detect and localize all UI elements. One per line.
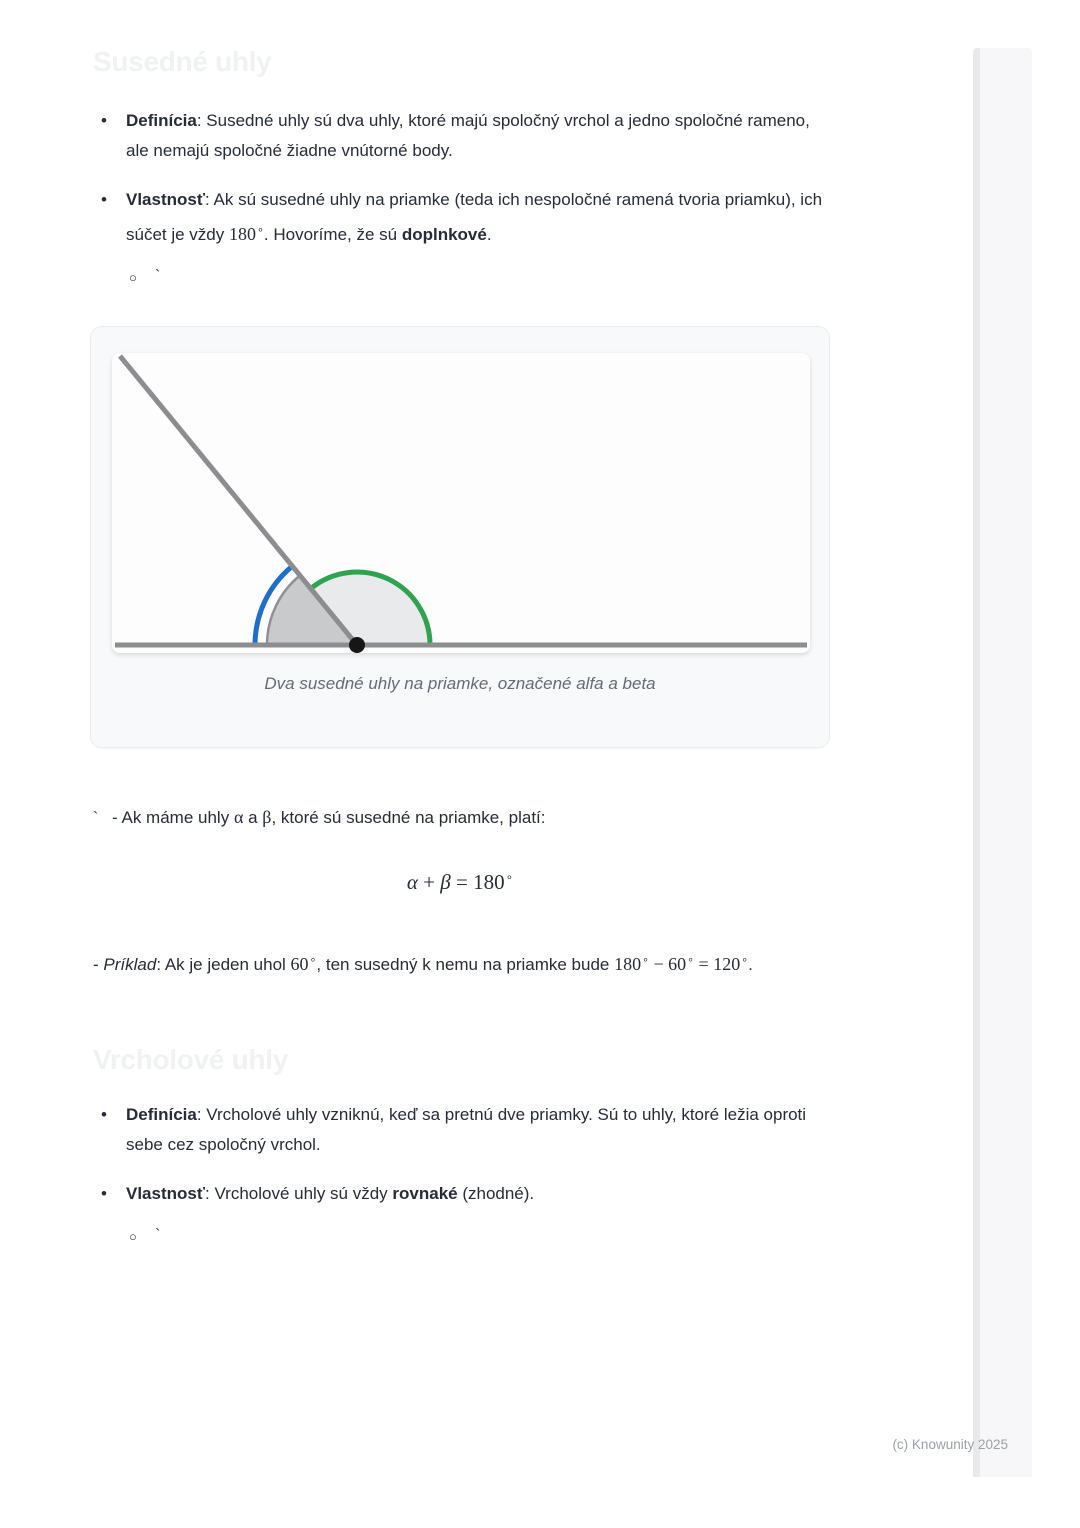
math-60: 60∘ xyxy=(290,954,317,974)
statement-tail: , ktoré sú susedné na priamke, platí: xyxy=(271,808,546,827)
angle-diagram xyxy=(112,353,810,653)
equals-sign: = xyxy=(450,870,474,894)
example-period: . xyxy=(748,955,753,974)
bullet-dot-icon: • xyxy=(101,1105,107,1124)
degree-symbol: ∘ xyxy=(257,224,264,236)
hollow-circle-bullet-icon: ○ xyxy=(129,1229,137,1244)
bullet-dot-icon: • xyxy=(101,111,107,130)
vertex-dot xyxy=(349,637,365,653)
hollow-circle-bullet-icon: ○ xyxy=(129,270,137,285)
property-text-1: : Vrcholové uhly sú vždy xyxy=(205,1184,393,1203)
property-text-2: (zhodné). xyxy=(457,1184,535,1203)
statement-conj: a xyxy=(243,808,263,827)
bullet-dot-icon: • xyxy=(101,1184,107,1203)
definition-bullet xyxy=(93,106,827,166)
angle-ray xyxy=(120,356,357,645)
definition-text: : Susedné uhly sú dva uhly, ktoré majú spoločný vrchol a jedno spoločné rameno, ale nemajú spoločné žiadne vnútorné body. xyxy=(126,111,810,160)
sub-bullet-row xyxy=(93,1224,827,1248)
example-label: Príklad xyxy=(103,955,157,974)
equals-sign: = xyxy=(694,954,714,974)
example-text-1: : Ak je jeden uhol xyxy=(156,955,291,974)
alpha-symbol: α xyxy=(406,870,418,894)
minus-sign: − xyxy=(649,954,669,974)
degree-symbol: ∘ xyxy=(687,954,695,966)
plus-sign: + xyxy=(417,870,441,894)
example-paragraph xyxy=(93,944,827,981)
formula-value: 180 xyxy=(473,870,505,894)
definition-bullet xyxy=(93,1100,827,1160)
definition-label: Definícia xyxy=(126,1105,197,1124)
statement-line xyxy=(93,803,827,833)
section-heading-adjacent-angles: Susedné uhly xyxy=(93,46,272,77)
property-text-2: . Hovoríme, že sú xyxy=(263,225,402,244)
figure-card xyxy=(90,326,830,748)
backtick-char: ` xyxy=(93,810,99,827)
property-bullet xyxy=(93,1179,827,1209)
degree-symbol: ∘ xyxy=(741,954,749,966)
sub-bullet-row xyxy=(93,265,827,289)
adjacent-angles-svg xyxy=(112,353,810,653)
definition-label: Definícia xyxy=(126,111,197,130)
math-60b: 60∘ xyxy=(668,954,695,974)
scrollbar-thumb[interactable] xyxy=(973,48,1032,1477)
statement-lead: - Ak máme uhly xyxy=(107,808,234,827)
formula-alpha-plus-beta xyxy=(93,870,827,895)
property-label: Vlastnosť xyxy=(126,1184,205,1203)
vertical-angles-bullet-list xyxy=(93,1100,827,1248)
bullet-dot-icon: • xyxy=(101,190,107,209)
degree-symbol: ∘ xyxy=(642,954,649,966)
example-text-2: , ten susedný k nemu na priamke bude xyxy=(316,955,615,974)
property-label: Vlastnosť xyxy=(126,190,205,209)
property-period: . xyxy=(486,225,492,244)
alpha-symbol: α xyxy=(233,807,244,827)
adjacent-angles-bullet-list xyxy=(93,106,827,289)
example-dash: - xyxy=(93,955,104,974)
degree-symbol: ∘ xyxy=(309,954,317,966)
section-heading-vertical-angles: Vrcholové uhly xyxy=(93,1044,288,1075)
beta-symbol: β xyxy=(440,870,451,894)
figure-caption: Dva susedné uhly na priamke, označené alfa a beta xyxy=(264,674,656,693)
copyright-footer: (c) Knowunity 2025 xyxy=(892,1437,1008,1452)
math-180: 180∘ xyxy=(229,224,264,244)
definition-text: : Vrcholové uhly vzniknú, keď sa pretnú dve priamky. Sú to uhly, ktoré ležia oproti sebe cez spoločný vrchol. xyxy=(126,1105,807,1154)
backtick-char: ` xyxy=(155,1227,161,1244)
backtick-char: ` xyxy=(155,268,161,285)
bold-doplnkove: doplnkové xyxy=(401,225,487,244)
math-180: 180∘ xyxy=(614,954,649,974)
property-text-1: : Ak sú susedné uhly na priamke (teda ich nespoločné ramená tvoria priamku), ich súčet je vždy xyxy=(126,190,823,244)
bold-rovnake: rovnaké xyxy=(392,1184,458,1203)
beta-symbol: β xyxy=(262,807,272,827)
property-bullet xyxy=(93,185,827,250)
degree-symbol: ∘ xyxy=(505,870,514,884)
math-120: 120∘ xyxy=(713,954,749,974)
